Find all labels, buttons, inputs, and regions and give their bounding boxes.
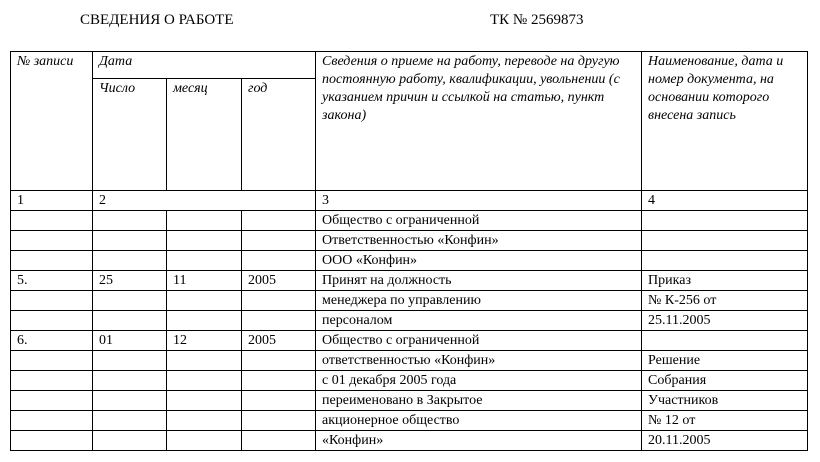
- year-cell: 2005: [242, 331, 316, 351]
- info-cell: переименовано в Закрытое: [316, 391, 642, 411]
- work-record-table: [10, 51, 808, 451]
- table-row: [11, 271, 808, 291]
- header-document: Наименование, дата и номер документа, на основании которого внесена запись: [642, 52, 808, 191]
- info-cell: менеджера по управлению: [316, 291, 642, 311]
- month-cell: 12: [167, 331, 242, 351]
- record-no-cell: [11, 351, 93, 371]
- document-cell: Решение: [642, 351, 808, 371]
- record-no-cell: [11, 311, 93, 331]
- document-cell: № 12 от: [642, 411, 808, 431]
- document-cell: [642, 231, 808, 251]
- header-date: Дата: [93, 52, 316, 79]
- table-row: [11, 331, 808, 351]
- header-year: год: [242, 79, 316, 191]
- document-cell: 25.11.2005: [642, 311, 808, 331]
- info-cell: Общество с ограниченной: [316, 211, 642, 231]
- day-cell: 25: [93, 271, 167, 291]
- day-cell: [93, 351, 167, 371]
- month-cell: [167, 231, 242, 251]
- record-no-cell: [11, 371, 93, 391]
- info-cell: акционерное общество: [316, 411, 642, 431]
- day-cell: 01: [93, 331, 167, 351]
- table-row: [11, 311, 808, 331]
- info-cell: персоналом: [316, 311, 642, 331]
- document-cell: Участников: [642, 391, 808, 411]
- day-cell: [93, 431, 167, 451]
- record-no-cell: [11, 211, 93, 231]
- work-book-number: ТК № 2569873: [490, 12, 584, 28]
- document-cell: [642, 211, 808, 231]
- table-row: [11, 351, 808, 371]
- info-cell: Ответственностью «Конфин»: [316, 231, 642, 251]
- month-cell: [167, 291, 242, 311]
- document-cell: Приказ: [642, 271, 808, 291]
- month-cell: [167, 431, 242, 451]
- header-info: Сведения о приеме на работу, переводе на другую постоянную работу, квалификации, увольнении (с указанием причин и ссылкой на статью, пункт закона): [316, 52, 642, 191]
- month-cell: [167, 371, 242, 391]
- document-cell: № К-256 от: [642, 291, 808, 311]
- table-row: [11, 371, 808, 391]
- table-row: [11, 411, 808, 431]
- record-no-cell: [11, 431, 93, 451]
- record-no-cell: [11, 231, 93, 251]
- col-number: 3: [316, 191, 642, 211]
- info-cell: с 01 декабря 2005 года: [316, 371, 642, 391]
- record-no-cell: [11, 391, 93, 411]
- day-cell: [93, 371, 167, 391]
- day-cell: [93, 391, 167, 411]
- record-no-cell: [11, 291, 93, 311]
- record-no-cell: 5.: [11, 271, 93, 291]
- year-cell: [242, 231, 316, 251]
- year-cell: [242, 371, 316, 391]
- year-cell: [242, 351, 316, 371]
- year-cell: [242, 251, 316, 271]
- month-cell: [167, 311, 242, 331]
- header-month: месяц: [167, 79, 242, 191]
- record-no-cell: 6.: [11, 331, 93, 351]
- record-no-cell: [11, 411, 93, 431]
- day-cell: [93, 251, 167, 271]
- info-cell: ООО «Конфин»: [316, 251, 642, 271]
- document-cell: [642, 331, 808, 351]
- info-cell: Принят на должность: [316, 271, 642, 291]
- month-cell: 11: [167, 271, 242, 291]
- month-cell: [167, 211, 242, 231]
- day-cell: [93, 411, 167, 431]
- month-cell: [167, 391, 242, 411]
- document-cell: Собрания: [642, 371, 808, 391]
- year-cell: [242, 431, 316, 451]
- table-row: [11, 431, 808, 451]
- month-cell: [167, 411, 242, 431]
- page-title: СВЕДЕНИЯ О РАБОТЕ: [80, 12, 234, 28]
- day-cell: [93, 231, 167, 251]
- year-cell: [242, 411, 316, 431]
- header-day: Число: [93, 79, 167, 191]
- document-cell: 20.11.2005: [642, 431, 808, 451]
- year-cell: [242, 391, 316, 411]
- year-cell: [242, 211, 316, 231]
- day-cell: [93, 211, 167, 231]
- document-cell: [642, 251, 808, 271]
- col-number: 1: [11, 191, 93, 211]
- year-cell: [242, 311, 316, 331]
- info-cell: Общество с ограниченной: [316, 331, 642, 351]
- table-row: [11, 251, 808, 271]
- month-cell: [167, 251, 242, 271]
- info-cell: ответственностью «Конфин»: [316, 351, 642, 371]
- year-cell: [242, 291, 316, 311]
- info-cell: «Конфин»: [316, 431, 642, 451]
- table-row: [11, 231, 808, 251]
- col-number: 4: [642, 191, 808, 211]
- header-record-no: № записи: [11, 52, 93, 191]
- table-row: [11, 391, 808, 411]
- col-number: 2: [93, 191, 316, 211]
- year-cell: 2005: [242, 271, 316, 291]
- table-row: [11, 291, 808, 311]
- day-cell: [93, 311, 167, 331]
- table-body: [11, 211, 808, 451]
- record-no-cell: [11, 251, 93, 271]
- table-row: [11, 211, 808, 231]
- day-cell: [93, 291, 167, 311]
- month-cell: [167, 351, 242, 371]
